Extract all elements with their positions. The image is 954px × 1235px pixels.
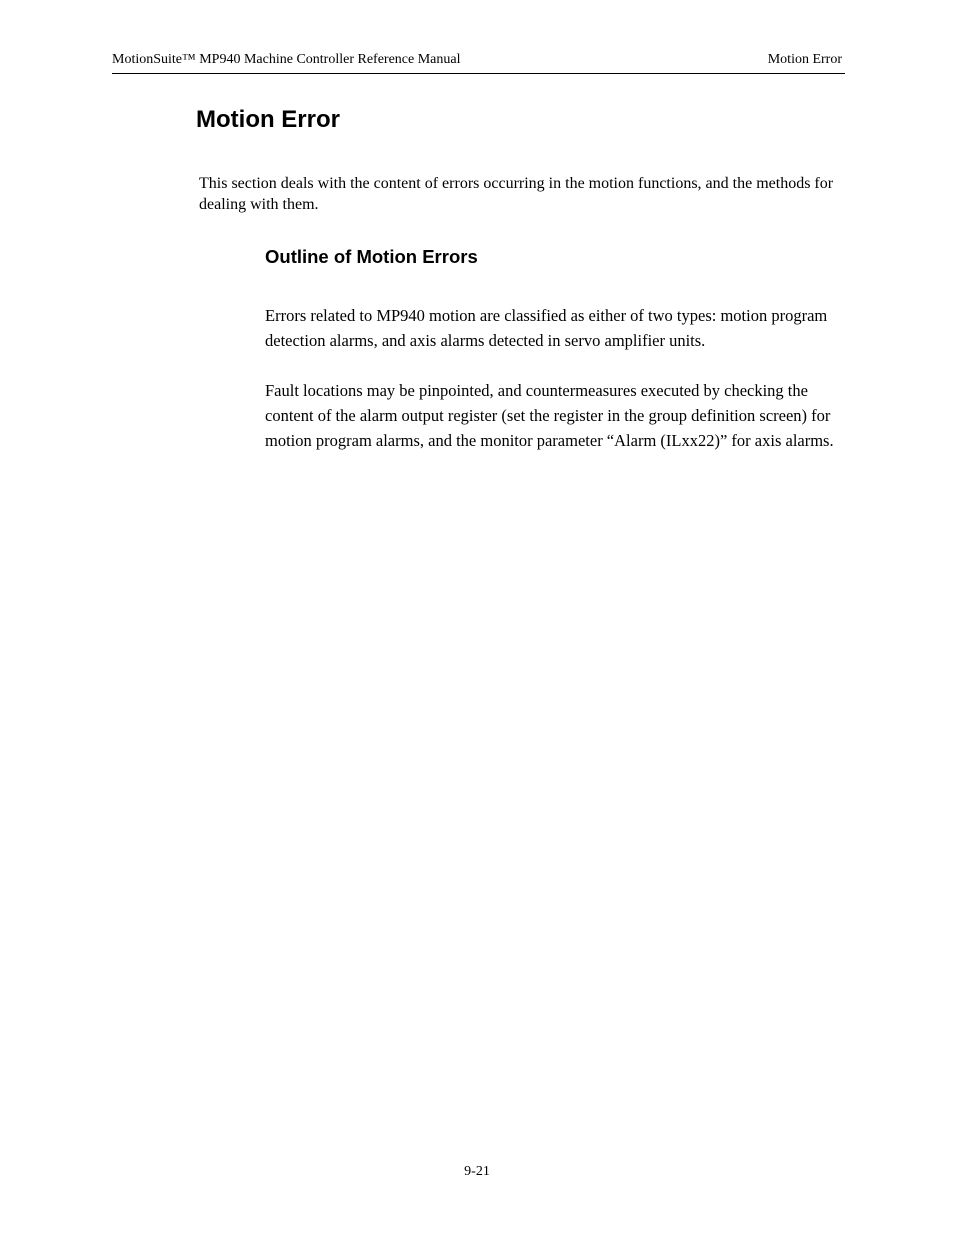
section-intro: This section deals with the content of errors occurring in the motion functions, and the methods for dealing with them. bbox=[199, 175, 834, 213]
section-title: Motion Error bbox=[196, 106, 340, 133]
page-number: 9-21 bbox=[464, 1164, 490, 1179]
subsection-title: Outline of Motion Errors bbox=[265, 246, 478, 267]
header-section-name: Motion Error bbox=[767, 52, 842, 67]
page-header bbox=[112, 52, 845, 74]
header-manual-title: MotionSuite™ MP940 Machine Controller Reference Manual bbox=[112, 52, 461, 67]
body-paragraph-fault-locations: Fault locations may be pinpointed, and countermeasures executed by checking the content of the alarm output register (set the register in the group definition screen) for motion program alarms, and the monitor parameter “Alarm (ILxx22)” for axis alarms. bbox=[265, 381, 834, 450]
body-paragraph-error-types: Errors related to MP940 motion are classified as either of two types: motion program detection alarms, and axis alarms detected in servo amplifier units. bbox=[265, 306, 828, 350]
